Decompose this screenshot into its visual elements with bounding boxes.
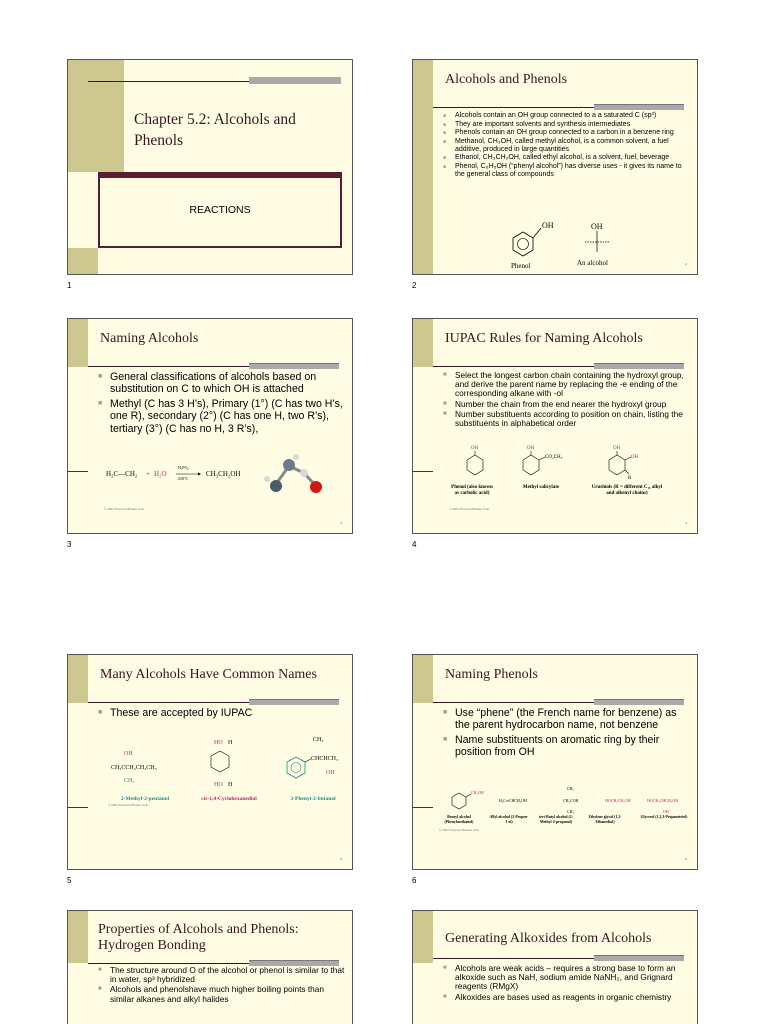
bullet-list: [443, 112, 691, 180]
title-rule-accent: [249, 699, 339, 705]
credit-text: © 2004 Thomson/Brooks Cole: [108, 803, 149, 807]
slide-title: Alcohols and Phenols: [445, 72, 568, 87]
slide-title: Properties of Alcohols and Phenols: Hydrogen Bonding: [98, 922, 299, 953]
bullet-list: [443, 707, 691, 761]
bullet-item: ■ Alcohols are weak acids – requires a strong base to form an alkoxide such as NaH, sodium amide NaNH₂, and Grignard reagents (RMgX): [443, 964, 691, 992]
cyclohexane-ring: [211, 751, 229, 772]
slide-5[interactable]: [67, 654, 353, 870]
bullet-list: [98, 371, 346, 437]
bullet-item: ■ Alkoxides are bases used as reagents in organic chemistry: [443, 993, 691, 1002]
compound-label: cis-1,4-Cyclohexanediol: [201, 796, 257, 802]
slide-accent-band: [68, 60, 124, 172]
slide-6[interactable]: [412, 654, 698, 870]
r-group: R: [628, 476, 632, 481]
page-number: 2: [685, 262, 687, 266]
ethylene-glycol-formula: HOCH₂CH₂OH: [605, 798, 631, 803]
phenol-alcohol-figure: [505, 212, 635, 272]
slide-title: IUPAC Rules for Naming Alcohols: [445, 331, 643, 346]
slide-number: 5: [67, 876, 72, 885]
title-rule-accent: [594, 955, 684, 961]
carbon-atom: [283, 459, 295, 471]
slide-accent-band: [413, 319, 433, 367]
slide-title: Generating Alkoxides from Alcohols: [445, 931, 652, 946]
compound-label: tert-Butyl alcohol (2-Methyl-2-propanol): [539, 815, 573, 824]
bullet-item: ■ Number substituents according to position on chain, listing the substituents in alphabetical order: [443, 410, 691, 428]
oh-label: OH: [591, 222, 603, 231]
methyl-group: CH₃: [313, 737, 324, 743]
compound-label: Urushiols (R = different C₁₅ alkyl and alkenyl chains): [591, 485, 663, 496]
oh-group: OH: [471, 446, 479, 451]
bullet-item: ■ Number the chain from the end nearer the hydroxyl group: [443, 400, 691, 409]
alcohol-label: An alcohol: [577, 259, 608, 267]
slide-accent-band: [413, 60, 433, 274]
slide-subtitle: REACTIONS: [189, 204, 251, 216]
bullet-item: ■ Methanol, CH₃OH, called methyl alcohol, is a common solvent, a fuel additive, produced in large quantities: [443, 138, 691, 154]
oh-label: OH: [542, 221, 554, 230]
bullet-list: [443, 371, 691, 429]
bullet-item: ■ Phenol, C₆H₅OH (“phenyl alcohol”) has diverse uses - it gives its name to the general class of compounds: [443, 163, 691, 179]
carbon-atom: [270, 480, 282, 492]
slide-8[interactable]: [412, 910, 698, 1024]
oh-group: OH: [663, 809, 669, 814]
slide-title: Chapter 5.2: Alcohols and Phenols: [134, 111, 296, 149]
page-number: 3: [340, 521, 342, 525]
bullet-item: ■ Use “phene” (the French name for benzene) as the parent hydrocarbon name, not benzene: [443, 707, 691, 732]
page-number: 5: [340, 857, 342, 861]
bullet-item: ■ General classifications of alcohols based on substitution on C to which OH is attached: [98, 371, 346, 396]
bullet-item: ■ Select the longest carbon chain containing the hydroxyl group, and derive the parent name by replacing the -e ending of the corresponding alkane with -ol: [443, 371, 691, 399]
subtitle-box: [98, 172, 342, 248]
plus-sign: +: [146, 470, 150, 478]
oh-group: OH: [613, 446, 621, 451]
benzyl-group: CH₂OH: [471, 790, 484, 795]
phenols-figure: [449, 443, 689, 509]
compound-label: Phenol (also known as carbolic acid): [451, 485, 493, 496]
benzene-ring: [609, 455, 625, 475]
slide-1[interactable]: [67, 59, 353, 275]
glycerol-formula: HOCH₂CHCH₂OH: [647, 798, 679, 803]
slide-number: 3: [67, 540, 72, 549]
slide-4[interactable]: [412, 318, 698, 534]
methyl-group: CH₃: [567, 786, 574, 791]
oh-group: OH: [527, 446, 535, 451]
bullet-list: [98, 707, 346, 721]
compound-label: 3-Phenyl-2-butanol: [290, 796, 336, 802]
compound-label: Ethylene glycol (1,2-Ethanediol): [588, 815, 622, 824]
reactant-ethylene: H₂C—CH₂: [106, 470, 138, 478]
oh-group: OH: [326, 770, 335, 776]
slide-2[interactable]: [412, 59, 698, 275]
phenol-label: Phenol: [511, 262, 531, 270]
slide-number: 2: [412, 281, 417, 290]
bullet-item: ■ The structure around O of the alcohol or phenol is similar to that in water, sp³ hybridized: [98, 966, 346, 984]
slide-accent-band: [68, 655, 88, 703]
bullet-item: ■ Methyl (C has 3 H’s), Primary (1°) (C has two H’s, one R), secondary (2°) (C has one H, two R’s), tertiary (3°) (C has no H, 3 R’s),: [98, 398, 346, 435]
h-atom: H: [228, 782, 233, 788]
bullet-item: ■ Phenols contain an OH group connected to a carbon in a benzene ring: [443, 129, 691, 137]
slide-number: 4: [412, 540, 417, 549]
oh-group: OH: [124, 751, 133, 757]
benzene-ring: [467, 455, 483, 475]
slide-title: Many Alcohols Have Common Names: [100, 667, 317, 682]
title-rule-accent: [594, 104, 684, 110]
slide-title: Naming Alcohols: [100, 331, 199, 346]
slide-accent-band: [413, 911, 433, 963]
slide-3[interactable]: [67, 318, 353, 534]
bullet-item: ■ Alcohols contain an OH group connected to a a saturated C (sp³): [443, 112, 691, 120]
oxygen-atom: [310, 481, 322, 493]
bullet-item: ■ These are accepted by IUPAC: [98, 707, 346, 719]
side-chain: CHCHCH₃: [311, 756, 339, 762]
slide-number: 1: [67, 281, 72, 290]
ho-group: HO: [214, 782, 223, 788]
condition-label: 250°C: [178, 476, 189, 481]
benzene-ring: [513, 232, 533, 256]
oh-group: OH: [631, 455, 639, 460]
ho-group: HO: [214, 740, 223, 746]
bullet-list: [98, 966, 346, 1005]
bullet-item: ■ They are important solvents and synthesis intermediates: [443, 121, 691, 129]
slide-accent-band: [68, 319, 88, 367]
h-atom: H: [228, 740, 233, 746]
slide-7[interactable]: [67, 910, 353, 1024]
title-rule-accent: [594, 363, 684, 369]
benzene-ring: [452, 793, 466, 809]
title-rule-accent: [249, 363, 339, 369]
page-number: 6: [685, 857, 687, 861]
slide-title: Naming Phenols: [445, 667, 538, 682]
slide-accent-band: [413, 655, 433, 703]
bullet-item: ■ Name substituents on aromatic ring by their position from OH: [443, 734, 691, 759]
compound-label: 2-Methyl-2-pentanol: [120, 796, 170, 802]
slide-accent-band: [68, 911, 88, 963]
methyl-group: CH₃: [567, 809, 574, 814]
tbu-formula: CH₃COH: [563, 798, 579, 803]
methyl-group: CH₃: [124, 778, 135, 784]
reaction-figure: [104, 449, 344, 504]
title-rule-accent: [594, 699, 684, 705]
benzene-ring: [523, 455, 539, 475]
phenols-naming-figure: [449, 781, 693, 815]
common-names-figure: [108, 735, 348, 805]
carbon-chain: CH₃CCH₂CH₂CH₃: [111, 765, 157, 771]
bullet-list: [443, 964, 691, 1003]
title-rule-accent: [249, 77, 341, 84]
bullet-item: ■ Ethanol, CH₃CH₂OH, called ethyl alcohol, is a solvent, fuel, beverage: [443, 154, 691, 162]
page-number: 4: [685, 521, 687, 525]
hydrogen-atom: [300, 469, 308, 477]
benzene-ring: [287, 757, 305, 778]
credit-text: © 2004 Thomson/Brooks Cole: [104, 507, 145, 511]
credit-text: © 2004 Thomson/Brooks Cole: [449, 507, 490, 511]
catalyst-label: H₃PO₄: [178, 465, 189, 470]
reactant-water: H₂O: [154, 470, 167, 478]
allyl-formula: H₂C═CHCH₂OH: [499, 798, 528, 803]
compound-label: Allyl alcohol (2-Propen-1-ol): [489, 815, 529, 824]
compound-label: Methyl salicylate: [522, 485, 560, 490]
slide-accent-band: [68, 248, 98, 275]
compound-label: Glycerol (1,2,3-Propanetriol): [640, 815, 688, 819]
credit-text: © 2004 Thomson/Brooks Cole: [439, 828, 480, 832]
ester-group: CO₂CH₃: [545, 455, 563, 460]
slide-number: 6: [412, 876, 417, 885]
compound-label: Benzyl alcohol (Phenylmethanol): [444, 815, 474, 824]
bullet-item: ■ Alcohols and phenolshave much higher boiling points than similar alkanes and alkyl halides: [98, 985, 346, 1003]
product-ethanol: CH₃CH₂OH: [206, 470, 241, 478]
